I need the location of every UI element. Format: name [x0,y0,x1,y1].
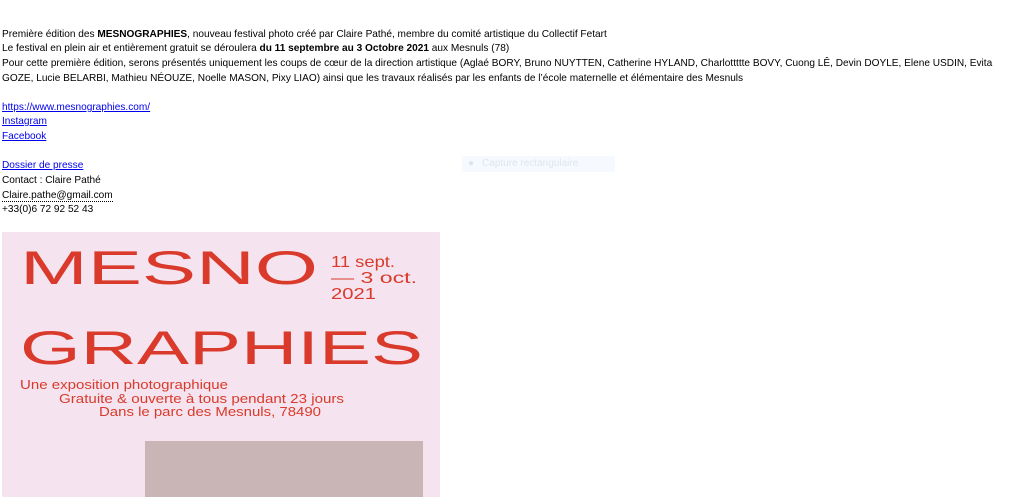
contact-phone: +33(0)6 72 92 52 43 [2,204,94,215]
contact-name: Contact : Claire Pathé [2,175,101,186]
poster-date-line1: 11 sept. [331,254,395,271]
capture-icon: ● [468,158,475,169]
poster-title-line1: MESNO [20,241,318,294]
poster-title-line2: GRAPHIES [20,321,423,374]
intro-line-1 [2,28,607,42]
text: , nouveau festival photo créé par Claire Pathé, membre du comité artistique du Collectif Fetart [187,29,607,40]
poster-subtitle-3: Dans le parc des Mesnuls, 78490 [99,404,321,419]
poster-subtitle-2: Gratuite & ouverte à tous pendant 23 jours [59,391,345,406]
capture-tooltip [462,156,615,172]
facebook-link[interactable]: Facebook [2,131,47,142]
text: aux Mesnuls (78) [428,43,510,54]
website-link[interactable]: https://www.mesnographies.com/ [2,102,151,113]
festival-name: MESNOGRAPHIES [97,29,188,40]
capture-label: Capture rectangulaire [482,158,579,169]
text: Le festival en plein air et entièrement gratuit se déroulera [2,43,260,54]
festival-dates: du 11 septembre au 3 Octobre 2021 [259,43,429,54]
press-kit-link[interactable]: Dossier de presse [2,160,84,171]
intro-line-4: GOZE, Lucie BELARBI, Mathieu NÉOUZE, Noelle MASON, Pixy LIAO) ainsi que les travaux réalisés par les enfants de l’école maternelle et élémentaire des Mesnuls [2,73,744,84]
intro-line-2 [2,42,509,56]
text: Première édition des [2,29,98,40]
intro-line-3: Pour cette première édition, serons présentés uniquement les coups de cœur de la direction artistique (Aglaé BORY, Bruno NUYTTEN, Catherine HYLAND, Charlottttte BOVY, Cuong LÊ, Devin DOYLE, Elene USDIN, Evita [2,58,993,69]
poster-date-line2: — 3 oct. [331,270,417,287]
poster-photo [145,441,423,497]
festival-poster [2,232,440,497]
contact-email[interactable]: Claire.pathe@gmail.com [2,190,113,201]
instagram-link[interactable]: Instagram [2,116,47,127]
poster-date-line3: 2021 [331,286,377,303]
poster-subtitle-1: Une exposition photographique [20,377,228,392]
